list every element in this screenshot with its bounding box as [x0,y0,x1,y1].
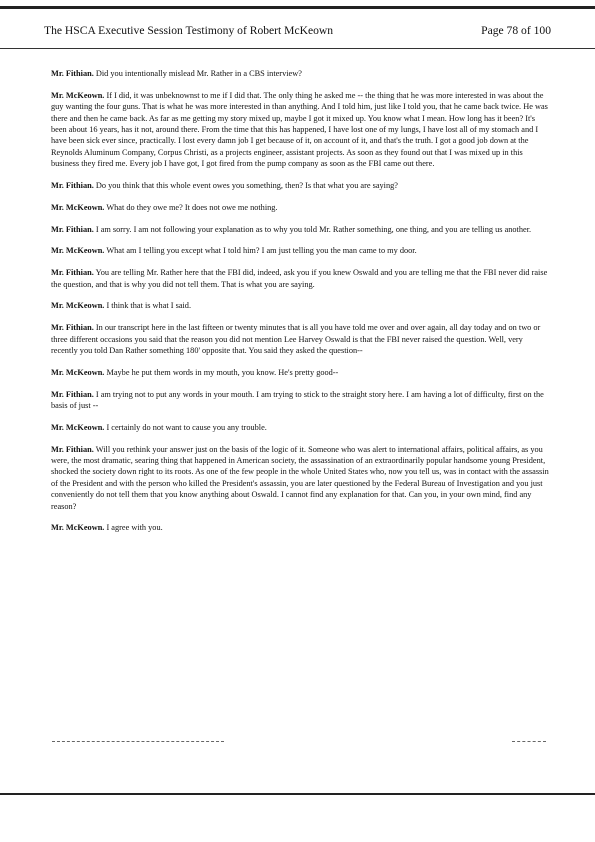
page-header [44,24,551,37]
page-number: Page 78 of 100 [481,24,551,37]
speaker-name: Mr. McKeown. [51,367,105,377]
speaker-name: Mr. Fithian. [51,268,94,278]
speech-text: You are telling Mr. Rather here that the FBI did, indeed, ask you if you knew Oswald and you are telling me that the FBI never did raise the question, and that is why you did not tell them. That is what you are saying. [51,268,548,289]
speech-text: I am sorry. I am not following your explanation as to why you told Mr. Rather something, one thing, and you are telling us another. [93,224,532,234]
speaker-name: Mr. McKeown. [51,246,105,256]
speaker-name: Mr. Fithian. [51,181,94,191]
speech-text: In our transcript here in the last fifteen or twenty minutes that is all you have told me over and over again, all day today and on two or three different occasions you said that the reason you did not mention Lee Harvey Oswald is that the FBI never raised the question. Well, very recently you told Dan Rather something 180' opposite that. You said they asked the question-- [51,323,541,356]
speaker-name: Mr. McKeown. [51,301,105,311]
speech-text: Do you think that this whole event owes you something, then? Is that what you are saying? [93,181,398,191]
speech-text: I agree with you. [104,523,163,533]
header-rule [0,48,595,49]
speaker-name: Mr. McKeown. [51,90,105,100]
document-title: The HSCA Executive Session Testimony of Robert McKeown [44,24,334,37]
speaker-name: Mr. Fithian. [51,444,94,454]
testimony-paragraph [51,322,551,356]
testimony-paragraph [51,444,551,512]
testimony-paragraph [51,522,551,533]
speech-text: Did you intentionally mislead Mr. Rather in a CBS interview? [93,69,302,78]
testimony-paragraph [51,389,551,412]
speaker-name: Mr. McKeown. [51,202,105,212]
testimony-paragraph [51,300,551,311]
bottom-rule [0,793,595,795]
testimony-paragraph [51,422,551,433]
testimony-paragraph [51,90,551,170]
speech-text: If I did, it was unbeknownst to me if I did that. The only thing he asked me -- the thing that he was more interested in was about the guy wanting the four guns. That is what he was more interested in than anything. And I told him, just like I told you, that he came back twice. He was there and then he came back. As far as me getting my story mixed up, maybe I got it mixed up. You know what I mean. How long has it been? It's been about 16 years, has it not, around there. From the time that this has happened, I have lost one of my lungs, I have lost all of my stomach and I have been sick ever since, practically. I lost every damn job I get because of it, on account of it, and that's the truth. I got a good job down at the Reynolds Aluminum Company, Corpus Christi, as a projects engineer, assistant projects. As soon as they found out that I was mixed up in this business they fired me. Every job I have got, I got fired from the pump company as soon as the FBI came out there. [51,90,548,169]
speaker-name: Mr. Fithian. [51,69,94,78]
footer-dash-right [512,741,546,742]
speaker-name: Mr. Fithian. [51,224,94,234]
testimony-body [51,68,551,544]
testimony-paragraph [51,224,551,235]
top-rule [0,6,595,9]
speech-text: I think that is what I said. [104,301,192,311]
testimony-paragraph [51,202,551,213]
speaker-name: Mr. Fithian. [51,323,94,333]
testimony-paragraph [51,245,551,256]
speaker-name: Mr. McKeown. [51,422,105,432]
testimony-paragraph [51,180,551,191]
speaker-name: Mr. McKeown. [51,523,105,533]
speech-text: What do they owe me? It does not owe me nothing. [104,202,278,212]
speech-text: I am trying not to put any words in your mouth. I am trying to stick to the straight story here. I am having a lot of difficulty, first on the basis of just -- [51,389,544,411]
footer-dash-left [52,741,224,742]
testimony-paragraph [51,68,551,79]
speaker-name: Mr. Fithian. [51,389,94,399]
speech-text: What am I telling you except what I told him? I am just telling you the man came to my door. [104,246,417,256]
testimony-paragraph [51,267,551,290]
speech-text: I certainly do not want to cause you any trouble. [104,422,267,432]
speech-text: Will you rethink your answer just on the basis of the logic of it. Someone who was alert to international affairs, political affairs, as you were, the most dramatic, searing thing that happened in American society, the assassination of an extraordinarily popular handsome young President, shocked the society down right to its roots. As one of the few people in the whole United States who, now you tell us, was in contact with the assassin of the President and with the person who killed the President's assassin, you are later questioned by the Federal Bureau of Investigation and you just conveniently do not tell them that you know anything about Oswald. I cannot find any explanation for that. Can you, in your own mind, find any reason? [51,444,549,511]
testimony-paragraph [51,367,551,378]
speech-text: Maybe he put them words in my mouth, you know. He's pretty good-- [104,367,339,377]
